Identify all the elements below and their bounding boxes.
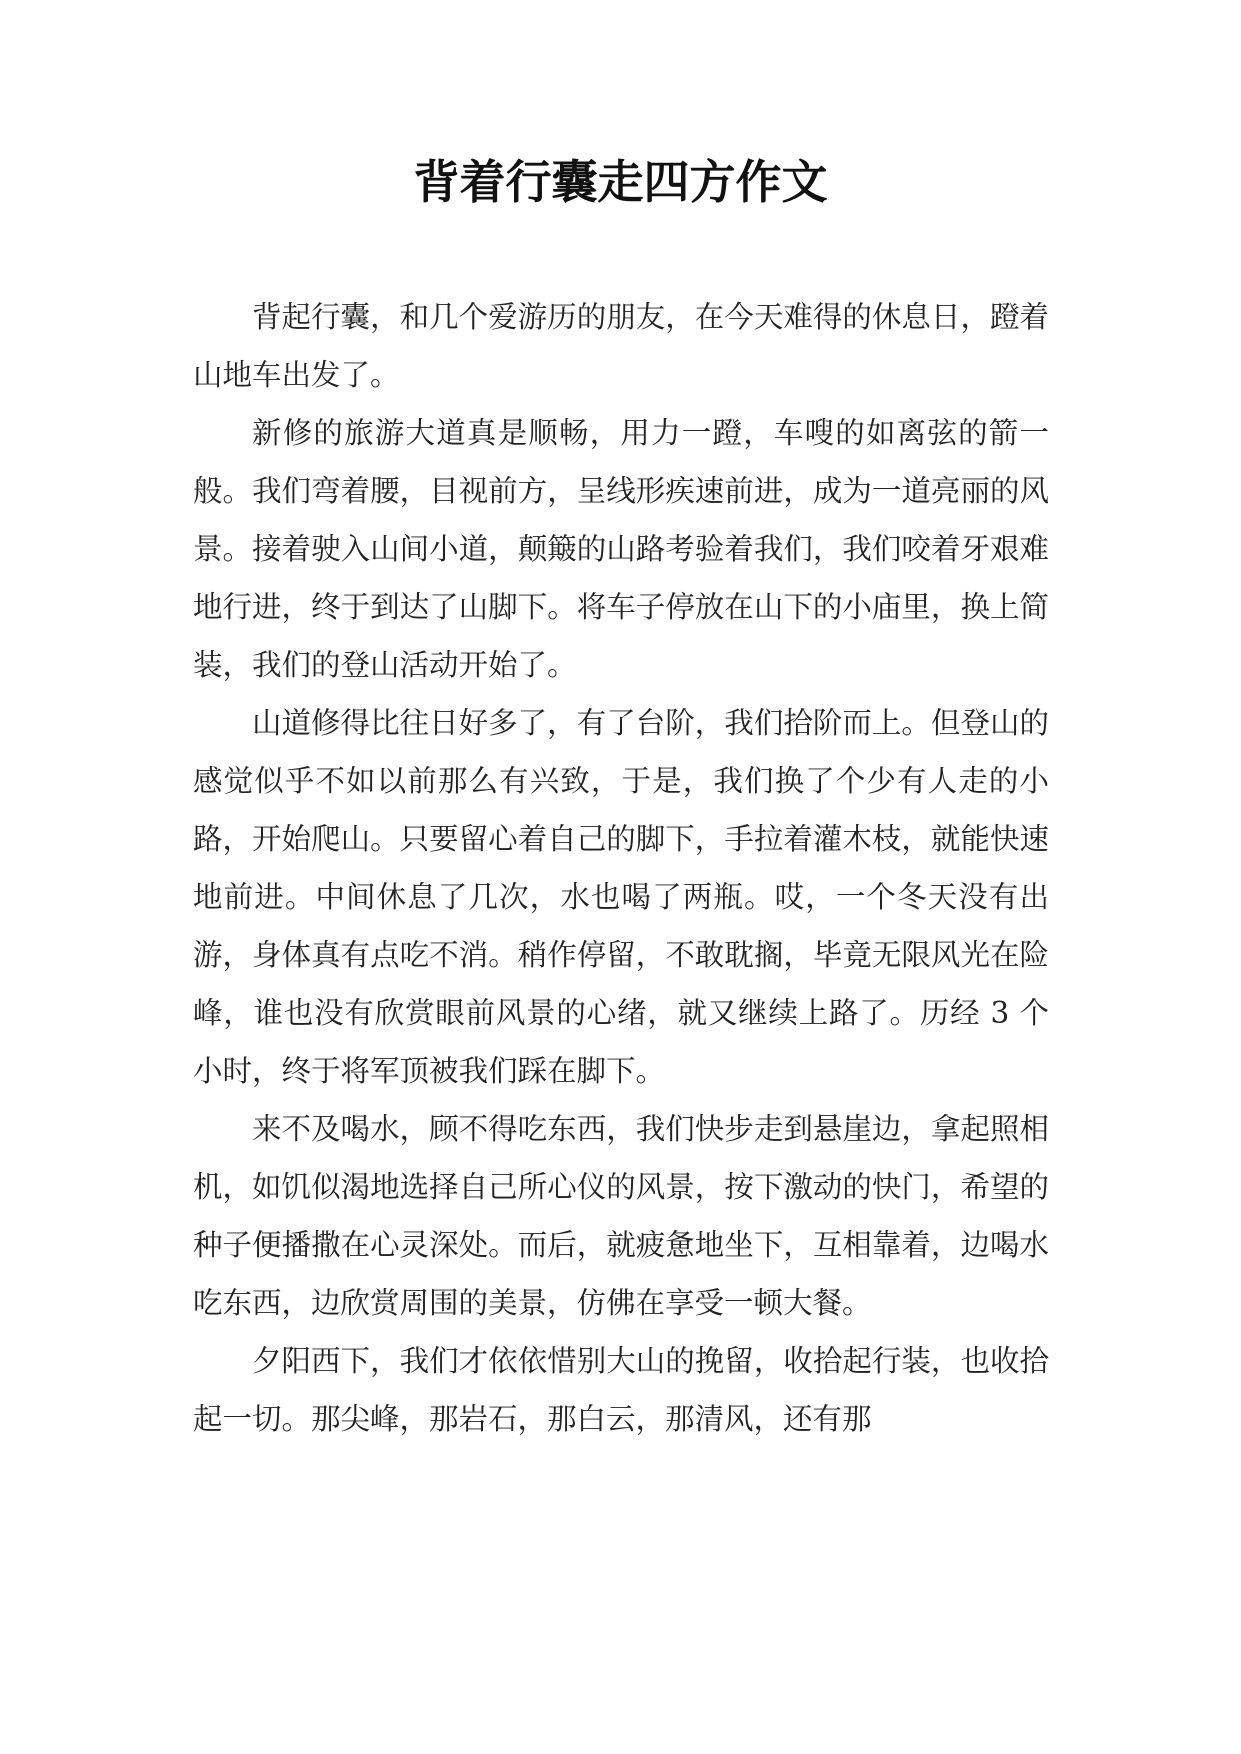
document-title: 背着行囊走四方作文 [413,155,828,209]
paragraph-5: 夕阳西下，我们才依依惜别大山的挽留，收拾起行装，也收拾起一切。那尖峰，那岩石，那白云，那清风，还有那 [193,1344,1049,1436]
paragraph-1: 背起行囊，和几个爱游历的朋友，在今天难得的休息日，蹬着山地车出发了。 [193,300,1049,392]
paragraph-3: 山道修得比往日好多了，有了台阶，我们拾阶而上。但登山的感觉似乎不如以前那么有兴致，于是，我们换了个少有人走的小路，开始爬山。只要留心着自己的脚下，手拉着灌木枝，就能快速地前进。中间休息了几次，水也喝了两瓶。哎，一个冬天没有出游，身体真有点吃不消。稍作停留，不敢耽搁，毕竟无限风光在险峰，谁也没有欣赏眼前风景的心绪，就又继续上路了。历经 3 个小时，终于将军顶被我们踩在脚下。 [193,706,1049,1088]
document-body [193,288,1049,1448]
paragraph-2: 新修的旅游大道真是顺畅，用力一蹬，车嗖的如离弦的箭一般。我们弯着腰，目视前方，呈线形疾速前进，成为一道亮丽的风景。接着驶入山间小道，颠簸的山路考验着我们，我们咬着牙艰难地行进，终于到达了山脚下。将车子停放在山下的小庙里，换上简装，我们的登山活动开始了。 [193,416,1049,682]
paragraph-4: 来不及喝水，顾不得吃东西，我们快步走到悬崖边，拿起照相机，如饥似渴地选择自己所心仪的风景，按下激动的快门，希望的种子便播撒在心灵深处。而后，就疲惫地坐下，互相靠着，边喝水吃东西，边欣赏周围的美景，仿佛在享受一顿大餐。 [193,1112,1049,1320]
